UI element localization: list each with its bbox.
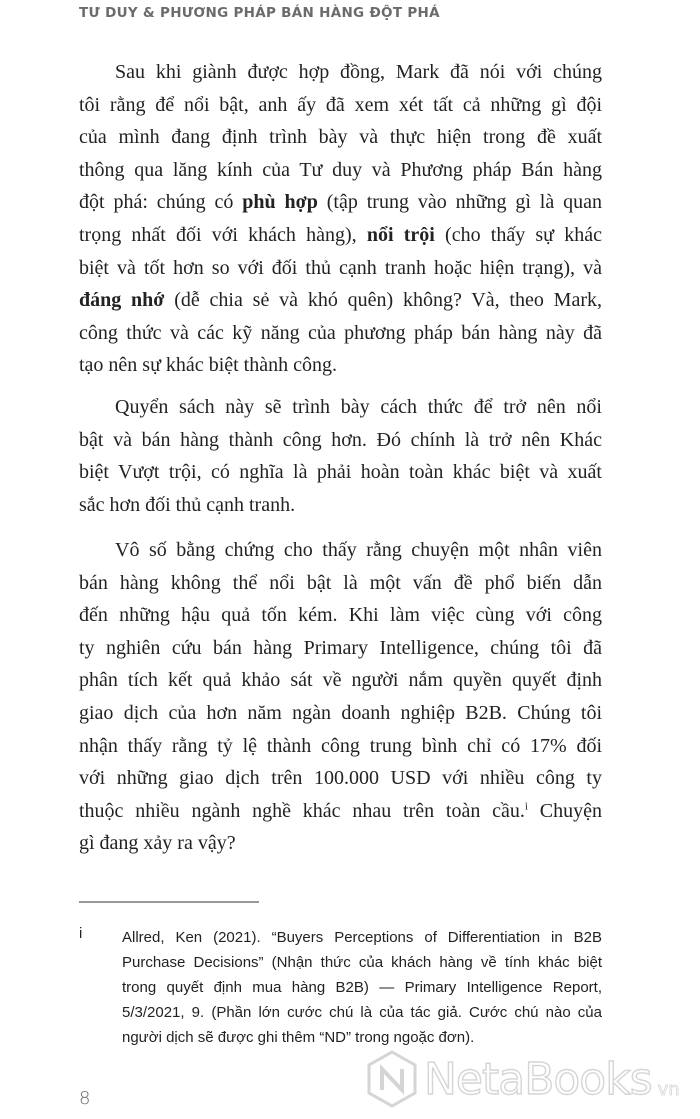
text-line <box>79 489 602 522</box>
text-run: tạo nên sự khác biệt thành công. <box>79 354 337 377</box>
text-run: bật và bán hàng thành công hơn. Đó chính là trở nên Khác <box>79 428 602 451</box>
footnote-separator <box>79 901 259 903</box>
footnote-line: 5/3/2021, 9. (Phần lớn cước chú là của tác giả. Cước chú nào của <box>122 1004 602 1021</box>
text-run: Sau khi giành được hợp đồng, Mark đã nói với chúng <box>115 61 602 83</box>
text-line <box>79 599 602 632</box>
text-run: của mình đang định trình bày và thực hiện trong đề xuất <box>79 126 602 149</box>
text-run: với những giao dịch trên 100.000 USD với nhiều công ty <box>79 767 602 790</box>
text-run: biệt Vượt trội, có nghĩa là phải hoàn toàn khác biệt và xuất <box>79 461 602 484</box>
text-line <box>79 121 602 154</box>
text-run: sắc hơn đối thủ cạnh tranh. <box>79 493 296 516</box>
text-run: Quyển sách này sẽ trình bày cách thức để trở nên nổi <box>115 396 602 418</box>
footnote-reference: i <box>524 800 528 813</box>
footnote-text <box>122 925 602 1050</box>
text-line <box>79 827 602 860</box>
text-line <box>79 89 602 122</box>
page-number: 8 <box>79 1088 91 1109</box>
text-line <box>79 730 602 763</box>
text-run: giao dịch của hơn năm ngàn doanh nghiệp B2B. Chúng tôi <box>79 701 602 724</box>
text-line <box>79 252 602 285</box>
bold-term: đáng nhớ <box>79 289 165 312</box>
text-line <box>79 56 602 89</box>
text-line <box>79 456 602 489</box>
text-run: công thức và các kỹ năng của phương pháp bán hàng này đã <box>79 321 602 344</box>
text-line <box>79 762 602 795</box>
text-run: (cho thấy sự khác <box>434 223 602 246</box>
text-run: nhận thấy rằng tỷ lệ thành công trung bình chỉ có 17% đối <box>79 734 602 757</box>
text-run: thuộc nhiều ngành nghề khác nhau trên toàn cầu. <box>79 799 525 822</box>
text-run: (tập trung vào những gì là quan <box>317 191 602 214</box>
text-line <box>79 349 602 382</box>
footnote-line: Allred, Ken (2021). “Buyers Perceptions of Differentiation in B2B <box>122 929 602 946</box>
text-run: phân tích kết quả khảo sát về người nắm quyền quyết định <box>79 669 602 692</box>
footnote-line: trong quyết định mua hàng B2B) — Primary Intelligence Report, <box>122 979 602 996</box>
text-line <box>79 284 602 317</box>
text-run: đột phá: chúng có <box>79 191 243 214</box>
footnote-line: người dịch sẽ được ghi thêm “ND” trong ngoặc đơn). <box>122 1029 475 1046</box>
footnote-line: Purchase Decisions” (Nhận thức của khách hàng về tính khác biệt <box>122 954 602 971</box>
text-run: biệt và tốt hơn so với đối thủ cạnh tranh hoặc hiện trạng), và <box>79 256 602 279</box>
text-run: Vô số bằng chứng cho thấy rằng chuyện một nhân viên <box>115 539 602 561</box>
text-line <box>79 697 602 730</box>
text-line <box>79 534 602 567</box>
text-line <box>79 567 602 600</box>
text-run: (dễ chia sẻ và khó quên) không? Và, theo Mark, <box>164 289 602 312</box>
body-paragraph <box>79 534 602 860</box>
text-line <box>79 424 602 457</box>
body-paragraph <box>79 56 602 382</box>
body-paragraph <box>79 391 602 521</box>
text-line <box>79 219 602 252</box>
watermark <box>366 1050 680 1108</box>
text-line <box>79 795 602 828</box>
bold-term: nổi trội <box>366 223 435 246</box>
text-run: Chuyện <box>527 799 602 822</box>
watermark-brand: NetaBooks <box>424 1053 652 1105</box>
footnote-marker: i <box>79 925 83 942</box>
text-line <box>79 664 602 697</box>
text-line <box>79 186 602 219</box>
netabooks-logo-icon <box>366 1050 418 1108</box>
bold-term: phù hợp <box>242 191 318 214</box>
watermark-suffix: vn <box>657 1079 680 1100</box>
text-run: gì đang xảy ra vậy? <box>79 832 236 855</box>
text-run: trọng nhất đối với khách hàng), <box>79 223 367 246</box>
text-line <box>79 391 602 424</box>
text-run: tôi rằng để nổi bật, anh ấy đã xem xét tất cả những gì đội <box>79 93 602 116</box>
text-line <box>79 154 602 187</box>
running-header: TƯ DUY & PHƯƠNG PHÁP BÁN HÀNG ĐỘT PHÁ <box>79 5 440 21</box>
text-run: ty nghiên cứu bán hàng Primary Intelligence, chúng tôi đã <box>79 636 602 659</box>
text-run: đến những hậu quả tốn kém. Khi làm việc cùng với công <box>79 604 602 627</box>
text-line <box>79 317 602 350</box>
text-run: bán hàng không thể nổi bật là một vấn đề phổ biến dẫn <box>79 571 602 594</box>
text-run: thông qua lăng kính của Tư duy và Phương pháp Bán hàng <box>79 158 602 181</box>
text-line <box>79 632 602 665</box>
